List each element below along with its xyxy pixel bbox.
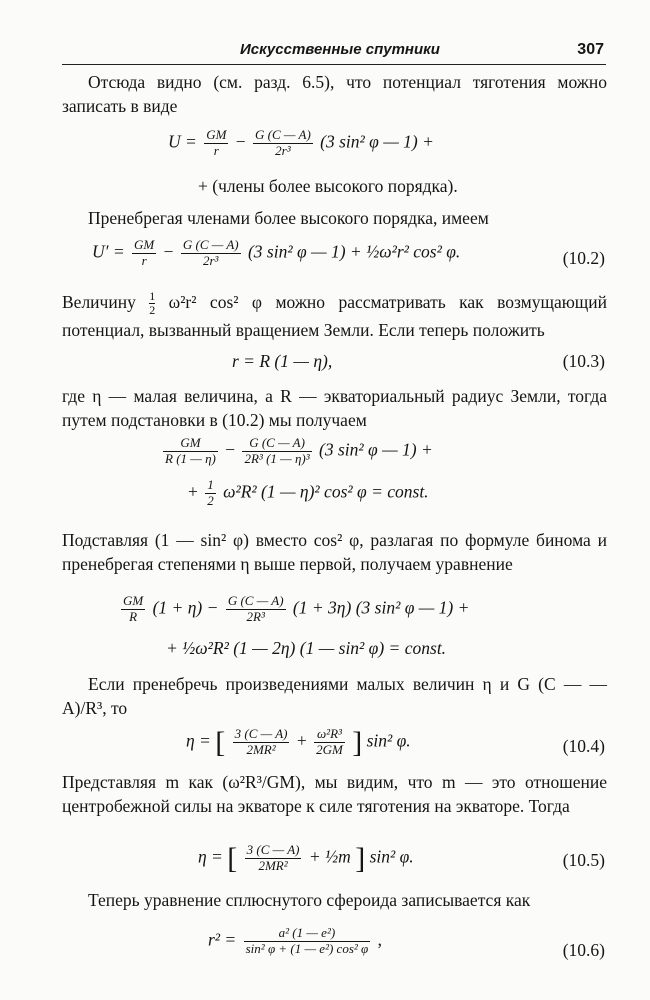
- equation-number-10-2: (10.2): [562, 248, 605, 268]
- equation-5-line-1: $\frac{GM}{R}$ (1 + η) − $\frac{G (C — A)}{\text{2R³}}$ (1 + 3η) (3 sin² φ — 1) +: [123, 593, 470, 624]
- equation-1-line-1: U = $\frac{GM}{r}$ − $\frac{G (C — A)}{\text{2r³}}$ (3 sin² φ — 1) +: [168, 127, 434, 158]
- eq4-fraction-2: $\frac{G (C — A)}{\text{2R³ (1 — η)³}}$: [244, 435, 310, 466]
- eq8-fraction: $\frac{\text{a² (1 — e²)}}{\text{sin² φ + (1 — e²) cos² φ}}$: [245, 925, 369, 956]
- equation-8: r² = $\frac{\text{a² (1 — e²)}}{\text{sin² φ + (1 — e²) cos² φ}}$ ,: [208, 925, 382, 956]
- equation-5-line-2: + ½ω²R² (1 — 2η) (1 — sin² φ) = const.: [166, 638, 447, 658]
- equation-3: r = R (1 — η),: [232, 351, 333, 371]
- eq1-fraction-1: $\frac{GM}{r}$: [206, 127, 227, 158]
- equation-7: η = [ $\frac{3 (C — A)}{\text{2MR²}}$ + ½m ] sin² φ.: [198, 842, 414, 875]
- page-header: [62, 38, 606, 65]
- paragraph-1: Отсюда видно (см. разд. 6.5), что потенциал тяготения можно записать в виде: [62, 72, 607, 117]
- paragraph-5: Подставляя (1 — sin² φ) вместо cos² φ, разлагая по формуле бинома и пренебрегая степенями η выше первой, получаем уравнение: [62, 530, 607, 575]
- eq1-fraction-2: $\frac{G (C — A)}{\text{2r³}}$: [255, 127, 311, 158]
- paragraph-8: Теперь уравнение сплюснутого сфероида записывается как: [88, 890, 531, 910]
- equation-number-10-3: (10.3): [562, 351, 605, 371]
- equation-number-10-5: (10.5): [562, 850, 605, 870]
- equation-4-line-1: $\frac{GM}{R (1 — \eta)}$ − $\frac{G (C — A)}{\text{2R³ (1 — η)³}}$ (3 sin² φ — 1) +: [165, 435, 433, 466]
- eq6-fraction-2: $\frac{\text{ω²R³}}{2GM}$: [316, 726, 343, 758]
- equation-4-line-2: + $\frac{1}{2}$ ω²R² (1 — η)² cos² φ = const.: [188, 477, 429, 508]
- paragraph-4: где η — малая величина, а R — экваториальный радиус Земли, тогда путем подстановки в (10.2) мы получаем: [62, 386, 607, 431]
- eq4-fraction-1: $\frac{GM}{R (1 — \eta)}$: [165, 435, 216, 466]
- page-number: 307: [577, 41, 604, 58]
- running-title: Искусственные спутники: [240, 41, 440, 58]
- eq5-fraction-2: $\frac{G (C — A)}{\text{2R³}}$: [227, 593, 284, 624]
- eq6-fraction-1: $\frac{3 (C — A)}{\text{2MR²}}$: [234, 726, 288, 758]
- equation-number-10-6: (10.6): [562, 940, 605, 960]
- paragraph-2: Пренебрегая членами более высокого порядка, имеем: [88, 208, 489, 228]
- equation-2: U′ = $\frac{GM}{r}$ − $\frac{G (C — A)}{\text{2r³}}$ (3 sin² φ — 1) + ½ω²r² cos² φ.: [92, 237, 461, 268]
- eq1-lhs: U =: [168, 131, 197, 152]
- equation-number-10-4: (10.4): [562, 736, 605, 756]
- eq4-fraction-3: $\frac{1}{2}$: [207, 477, 214, 508]
- eq1-tail: (3 sin² φ — 1) +: [320, 131, 434, 152]
- eq5-fraction-1: $\frac{GM}{R}$: [123, 593, 144, 624]
- paragraph-6: Если пренебречь произведениями малых величин η и G (C — — A)/R³, то: [62, 674, 607, 719]
- paragraph-7: Представляя m как (ω²R³/GM), мы видим, что m — это отношение центробежной силы на экваторе к силе тяготения на экваторе. Тогда: [62, 772, 607, 817]
- equation-1-line-2: + (члены более высокого порядка).: [198, 176, 458, 196]
- eq2-fraction-2: $\frac{G (C — A)}{\text{2r³}}$: [182, 237, 239, 268]
- eq7-fraction-1: $\frac{3 (C — A)}{\text{2MR²}}$: [246, 842, 300, 874]
- eq2-fraction-1: $\frac{GM}{r}$: [134, 237, 155, 268]
- equation-6: η = [ $\frac{3 (C — A)}{\text{2MR²}}$ + $\frac{\text{ω²R³}}{2GM}$ ] sin² φ.: [186, 726, 411, 759]
- paragraph-3: Величину $\frac{1}{2}$ ω²r² cos² φ можно рассматривать как возмущающий потенциал, вызванный вращением Земли. Если теперь положить: [62, 289, 607, 340]
- inline-half-fraction: $\frac{1}{2}$: [149, 289, 156, 318]
